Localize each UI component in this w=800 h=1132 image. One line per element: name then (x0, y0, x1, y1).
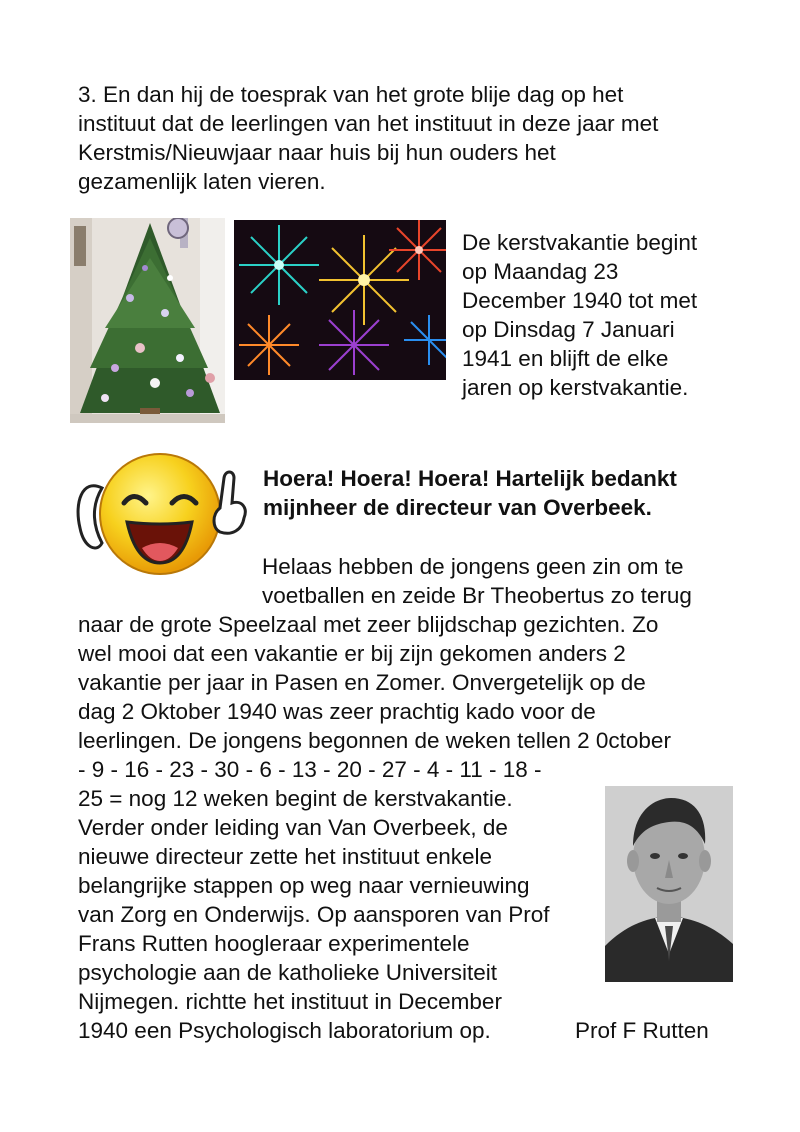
story-line: 25 = nog 12 weken begint de kerstvakantie. (78, 786, 513, 811)
story-line: belangrijke stappen op weg naar vernieuwing (78, 873, 530, 898)
story-line: naar de grote Speelzaal met zeer blijdschap gezichten. Zo (78, 612, 659, 637)
laughing-smiley-icon (72, 448, 250, 580)
intro-line: gezamenlijk laten vieren. (78, 169, 326, 194)
story-line: nieuwe directeur zette het instituut enkele (78, 844, 492, 869)
story-line: Helaas hebben de jongens geen zin om te (262, 554, 684, 579)
story-line: vakantie per jaar in Pasen en Zomer. Onvergetelijk op de (78, 670, 646, 695)
portrait-photo (605, 786, 733, 982)
story-line: Verder onder leiding van Van Overbeek, de (78, 815, 508, 840)
vacation-line: De kerstvakantie begint (462, 230, 698, 255)
story-line: psychologie aan de katholieke Universiteit (78, 960, 497, 985)
vacation-line: 1941 en blijft de elke (462, 346, 669, 371)
vacation-line: op Maandag 23 (462, 259, 619, 284)
story-line: leerlingen. De jongens begonnen de weken tellen 2 0ctober (78, 728, 671, 753)
story-line: 1940 een Psychologisch laboratorium op. (78, 1018, 491, 1043)
fireworks-photo (234, 220, 446, 380)
story-line: voetballen en zeide Br Theobertus zo terug (262, 583, 692, 608)
story-line: Nijmegen. richtte het instituut in December (78, 989, 502, 1014)
christmas-tree-photo (70, 218, 225, 423)
story-line: van Zorg en Onderwijs. Op aansporen van Prof (78, 902, 550, 927)
story-line: dag 2 Oktober 1940 was zeer prachtig kado voor de (78, 699, 596, 724)
vacation-line: December 1940 tot met (462, 288, 698, 313)
cheer-line: Hoera! Hoera! Hoera! Hartelijk bedankt (263, 466, 677, 491)
intro-line: Kerstmis/Nieuwjaar naar huis bij hun ouders het (78, 140, 556, 165)
portrait-caption: Prof F Rutten (575, 1018, 709, 1043)
story-line: Frans Rutten hoogleraar experimentele (78, 931, 470, 956)
cheer-line: mijnheer de directeur van Overbeek. (263, 495, 652, 520)
story-line: - 9 - 16 - 23 - 30 - 6 - 13 - 20 - 27 - 4 - 11 - 18 - (78, 757, 542, 782)
story-line: wel mooi dat een vakantie er bij zijn gekomen anders 2 (78, 641, 626, 666)
vacation-line: jaren op kerstvakantie. (462, 375, 689, 400)
intro-line: 3. En dan hij de toesprak van het grote blije dag op het (78, 82, 624, 107)
vacation-line: op Dinsdag 7 Januari (462, 317, 675, 342)
intro-line: instituut dat de leerlingen van het instituut in deze jaar met (78, 111, 659, 136)
